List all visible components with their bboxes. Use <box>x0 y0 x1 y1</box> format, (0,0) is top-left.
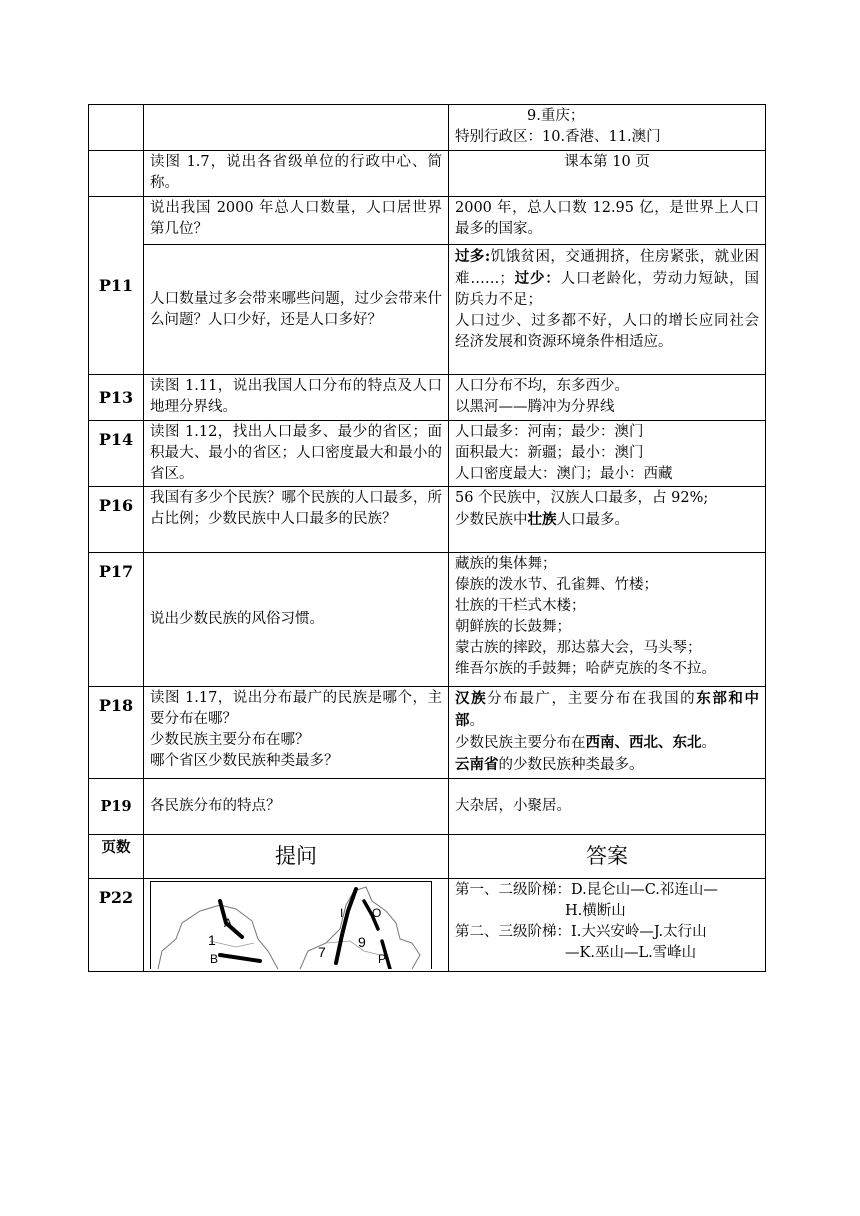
question-cell <box>144 105 449 151</box>
answer-line <box>455 732 759 754</box>
bold-text: 西南、西北、东北 <box>585 734 702 751</box>
table-row <box>89 151 766 197</box>
question-line: 哪个省区少数民族种类最多？ <box>150 753 339 769</box>
map-label: A <box>224 916 233 930</box>
answer-line <box>455 509 759 531</box>
bold-text: 云南省 <box>455 756 499 773</box>
table-row <box>89 879 766 972</box>
page-number: P13 <box>89 375 144 421</box>
answer-line: 人口分布不均，东多西少。 <box>455 378 629 394</box>
question-cell <box>144 687 449 779</box>
answer-text: 人口老龄化，劳动力短缺，国防兵力不足； <box>455 271 760 308</box>
table-row <box>89 105 766 151</box>
table-row <box>89 779 766 835</box>
map-label: B <box>210 952 219 966</box>
answer-cell <box>449 245 766 375</box>
answer-text: 少数民族主要分布在 <box>455 735 586 751</box>
answer-line: 傣族的泼水节、孔雀舞、竹楼； <box>455 577 658 593</box>
question-cell: 我国有多少个民族？哪个民族的人口最多，所占比例；少数民族中人口最多的民族？ <box>144 487 449 553</box>
answer-text: 。 <box>701 735 716 751</box>
table-row <box>89 245 766 375</box>
bold-label: 过少： <box>513 270 561 287</box>
answer-cell <box>449 421 766 487</box>
answer-line: 面积最大：新疆；最小：澳门 <box>455 445 644 461</box>
page-number: P14 <box>89 421 144 487</box>
bold-text: 汉族 <box>455 690 488 707</box>
answer-cell <box>449 487 766 553</box>
answer-text: 饥饿贫困，交通拥挤，住房紧张，就业困难……； <box>455 249 759 287</box>
map-label: I <box>340 906 344 920</box>
answer-cell <box>449 879 766 972</box>
answer-line: 第二、三级阶梯：I.大兴安岭—J.太行山 <box>455 924 707 940</box>
answer-line: 人口密度最大：澳门；最小：西藏 <box>455 466 673 482</box>
answer-cell: 2000 年，总人口数 12.95 亿，是世界上人口最多的国家。 <box>449 197 766 245</box>
answer-line <box>455 688 759 732</box>
map-label: O <box>372 906 382 920</box>
answer-cell <box>449 553 766 687</box>
map-label: P <box>378 952 387 966</box>
question-cell: 人口数量过多会带来哪些问题，过少会带来什么问题？人口少好，还是人口多好？ <box>144 245 449 375</box>
answer-line: 朝鲜族的长鼓舞； <box>455 619 571 635</box>
answer-text: 少数民族中 <box>455 512 528 528</box>
answer-line: 56 个民族中，汉族人口最多，占 92%; <box>455 490 709 506</box>
page-number: P16 <box>89 487 144 553</box>
table-row <box>89 687 766 779</box>
page-cell <box>89 151 144 197</box>
answer-cell <box>449 687 766 779</box>
answer-line: H.横断山 <box>565 903 626 919</box>
answer-line: 人口最多：河南；最少：澳门 <box>455 424 644 440</box>
bold-text: 东部和中部 <box>455 690 760 729</box>
answer-line: 蒙古族的摔跤，那达慕大会，马头琴； <box>455 640 702 656</box>
answer-line: 9.重庆； <box>527 108 585 124</box>
answer-cell <box>449 375 766 421</box>
page-number: P19 <box>89 779 144 835</box>
map-label: 7 <box>318 944 326 960</box>
page-number: P11 <box>89 197 144 375</box>
page-cell <box>89 105 144 151</box>
mountain-range-i <box>336 889 356 963</box>
answer-cell <box>449 105 766 151</box>
page-number: P17 <box>89 553 144 687</box>
header-answer: 答案 <box>449 835 766 879</box>
bold-text: 壮族 <box>527 511 557 528</box>
question-cell: 说出少数民族的风俗习惯。 <box>144 553 449 687</box>
qa-table <box>88 104 766 972</box>
map-label: 1 <box>208 932 216 948</box>
answer-cell: 大杂居，小聚居。 <box>449 779 766 835</box>
china-map-image <box>150 881 432 969</box>
table-row <box>89 197 766 245</box>
question-line: 少数民族主要分布在哪？ <box>150 732 310 748</box>
answer-line: 壮族的干栏式木楼； <box>455 598 586 614</box>
answer-line <box>455 754 759 776</box>
table-row <box>89 421 766 487</box>
answer-text: 。 <box>469 713 484 729</box>
page-number: P18 <box>89 687 144 779</box>
answer-line: —K.巫山—L.雪峰山 <box>565 945 697 961</box>
table-header-row <box>89 835 766 879</box>
table-row <box>89 375 766 421</box>
table-row <box>89 487 766 553</box>
map-label: 9 <box>358 934 366 950</box>
bold-label: 过多: <box>455 248 491 265</box>
page-number: P22 <box>89 879 144 972</box>
question-cell: 读图 1.12，找出人口最多、最少的省区；面积最大、最小的省区；人口密度最大和最小的省区。 <box>144 421 449 487</box>
answer-text: 人口过少、过多都不好，人口的增长应同社会经济发展和资源环境条件相适应。 <box>455 313 759 350</box>
question-cell: 说出我国 2000 年总人口数量，人口居世界第几位？ <box>144 197 449 245</box>
question-cell: 读图 1.7，说出各省级单位的行政中心、简称。 <box>144 151 449 197</box>
answer-line: 第一、二级阶梯：D.昆仑山—C.祁连山— <box>455 882 718 898</box>
answer-text: 分布最广，主要分布在我国的 <box>487 691 697 707</box>
question-line: 读图 1.17，说出分布最广的民族是哪个，主要分布在哪？ <box>150 690 442 727</box>
mountain-range-b <box>220 955 260 961</box>
answer-line: 维吾尔族的手鼓舞；哈萨克族的冬不拉。 <box>455 661 716 677</box>
map-cell <box>144 879 449 972</box>
answer-cell: 课本第 10 页 <box>449 151 766 197</box>
answer-line: 特别行政区：10.香港、11.澳门 <box>455 129 661 145</box>
answer-text: 的少数民族种类最多。 <box>498 757 644 773</box>
answer-text: 人口最多。 <box>556 512 629 528</box>
answer-line: 以黑河——腾冲为分界线 <box>455 399 615 415</box>
question-cell: 各民族分布的特点？ <box>144 779 449 835</box>
header-question: 提问 <box>144 835 449 879</box>
answer-line: 藏族的集体舞； <box>455 556 557 572</box>
header-page: 页数 <box>89 835 144 879</box>
question-cell: 读图 1.11，说出我国人口分布的特点及人口地理分界线。 <box>144 375 449 421</box>
table-row <box>89 553 766 687</box>
